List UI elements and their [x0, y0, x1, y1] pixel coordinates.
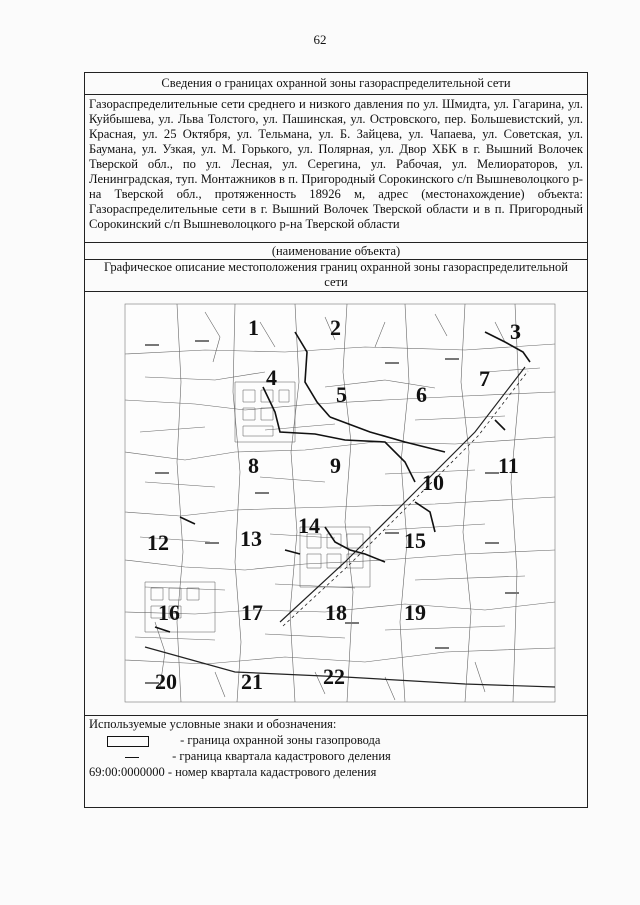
page-number: 62: [313, 32, 327, 47]
legend-item-zone: - граница охранной зоны газопровода: [180, 733, 381, 747]
form-frame: [84, 72, 588, 808]
quarter-boundary-symbol: [125, 757, 139, 758]
map-area: [125, 304, 555, 702]
quarter-label-19: 19: [404, 600, 426, 625]
quarter-label-16: 16: [158, 600, 180, 625]
quarter-label-20: 20: [155, 669, 177, 694]
quarter-label-9: 9: [330, 453, 341, 478]
cadastral-map: [85, 292, 587, 716]
legend-row-zone: [89, 732, 583, 748]
quarter-label-4: 4: [266, 365, 277, 390]
object-caption: (наименование объекта): [85, 243, 587, 260]
legend: [89, 716, 583, 780]
legend-row-quarter: [89, 748, 583, 764]
quarter-label-2: 2: [330, 315, 341, 340]
quarter-label-22: 22: [323, 664, 345, 689]
quarter-label-10: 10: [422, 470, 444, 495]
form-title: Сведения о границах охранной зоны газораспределительной сети: [85, 73, 587, 95]
quarter-label-7: 7: [479, 366, 490, 391]
legend-item-quarter: - граница квартала кадастрового деления: [172, 749, 391, 763]
legend-heading: Используемые условные знаки и обозначения:: [89, 717, 337, 731]
quarter-label-17: 17: [241, 600, 263, 625]
quarter-label-12: 12: [147, 530, 169, 555]
quarter-label-6: 6: [416, 382, 427, 407]
map-drawing: [85, 292, 587, 716]
quarter-label-3: 3: [510, 319, 521, 344]
graphic-title: Графическое описание местоположения границ охранной зоны газораспределительной сети: [85, 260, 587, 292]
quarter-label-15: 15: [404, 528, 426, 553]
quarter-label-14: 14: [298, 513, 320, 538]
legend-item-number: 69:00:0000000 - номер квартала кадастрового деления: [89, 765, 377, 779]
quarter-label-21: 21: [241, 669, 263, 694]
quarter-label-13: 13: [240, 526, 262, 551]
quarter-label-5: 5: [336, 382, 347, 407]
quarter-label-8: 8: [248, 453, 259, 478]
quarter-label-18: 18: [325, 600, 347, 625]
quarter-label-1: 1: [248, 315, 259, 340]
object-description: Газораспределительные сети среднего и низкого давления по ул. Шмидта, ул. Гагарина, ул. Куйбышева, ул. Льва Толстого, ул. Пашинская, ул. Островского, пер. Большевистский, ул. Красная, ул. 25 Октября, ул. Тельмана, ул. Б. Зайцева, ул. Чапаева, ул. Советская, ул. Баумана, ул. Узкая, ул. М. Горького, ул. Полярная, ул. Двор ХБК в г. Вышний Волочек Тверской обл., по ул. Лесная, ул. Серегина, ул. Рабочая, ул. Мелиораторов, ул. Ленинградская, туп. Монтажников в п. Пригородный Сорокинского с/п Вышневолоцкого р-на Тверской обл., протяженность 18926 м, адрес (местонахождение) объекта: Газораспределительные сети в г. Вышний Волочек Тверской области и в п. Пригородный Сорокинский с/п Вышневолоцкого р-на Тверской области: [85, 95, 587, 243]
quarter-label-11: 11: [498, 453, 519, 478]
zone-boundary-symbol: [107, 736, 149, 747]
